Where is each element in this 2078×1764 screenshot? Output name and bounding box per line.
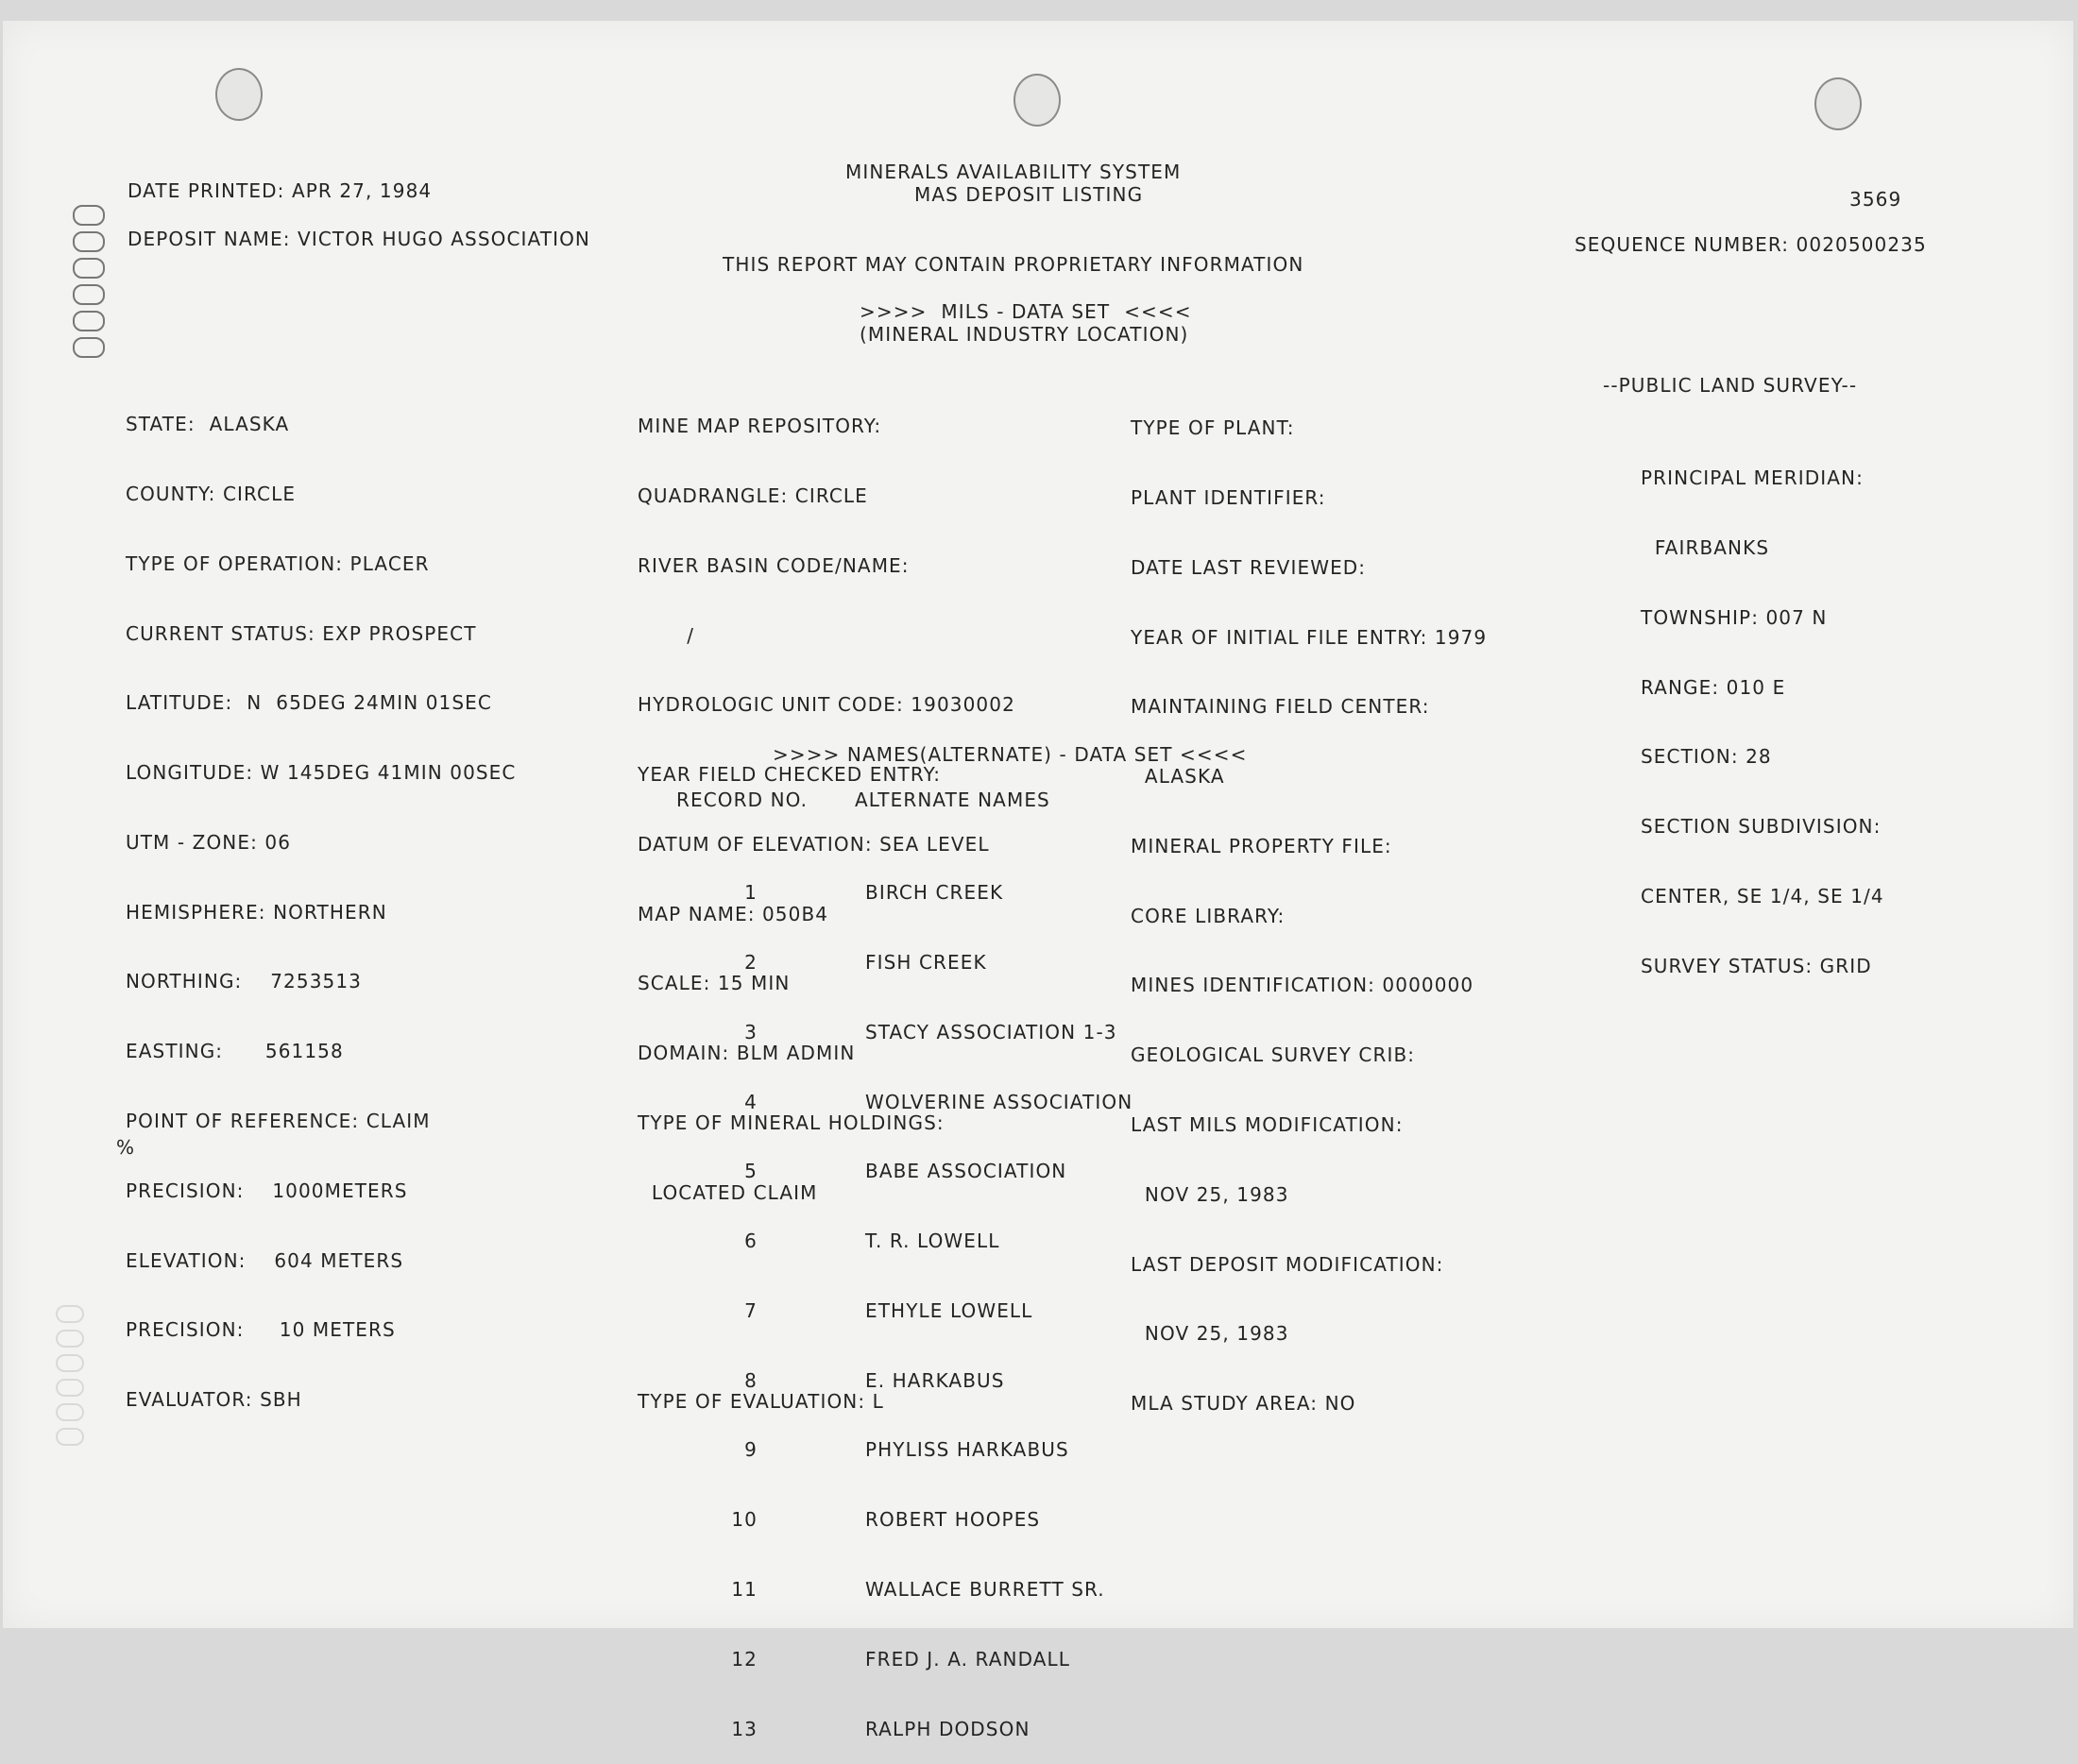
- alternate-name: STACY ASSOCIATION 1-3: [865, 1020, 1117, 1043]
- field-datum-of-elevation: DATUM OF ELEVATION: SEA LEVEL: [638, 832, 990, 856]
- field-hydrologic-unit-code: HYDROLOGIC UNIT CODE: 19030002: [638, 693, 1015, 717]
- field-township: TOWNSHIP: 007 N: [1641, 605, 1828, 629]
- header-record-no: RECORD NO.: [676, 789, 809, 811]
- record-numbers: [699, 835, 758, 1764]
- alternate-name: ETHYLE LOWELL: [865, 1298, 1033, 1322]
- record-no: 4: [744, 1090, 758, 1113]
- alternate-name: RALPH DODSON: [865, 1717, 1030, 1740]
- field-type-of-mineral-holdings: TYPE OF MINERAL HOLDINGS:: [638, 1111, 945, 1134]
- field-type-of-operation: TYPE OF OPERATION: PLACER: [126, 551, 430, 575]
- field-hemisphere: HEMISPHERE: NORTHERN: [126, 900, 387, 924]
- sequence-number: SEQUENCE NUMBER: 0020500235: [1575, 233, 1927, 256]
- field-plant-identifier: PLANT IDENTIFIER:: [1131, 485, 1326, 509]
- field-river-basin: RIVER BASIN CODE/NAME:: [638, 553, 910, 577]
- alternate-name: T. R. LOWELL: [865, 1230, 1000, 1253]
- field-section-subdivision: SECTION SUBDIVISION:: [1641, 815, 1882, 839]
- field-last-mils-date: NOV 25, 1983: [1131, 1182, 1289, 1206]
- alternate-name: PHYLISS HARKABUS: [865, 1438, 1069, 1462]
- alternate-name: E. HARKABUS: [865, 1368, 1005, 1392]
- alternate-name: WOLVERINE ASSOCIATION: [865, 1090, 1133, 1113]
- header-alternate-names: ALTERNATE NAMES: [855, 789, 1050, 811]
- alternate-name: FISH CREEK: [865, 950, 987, 974]
- field-mines-identification: MINES IDENTIFICATION: 0000000: [1131, 974, 1474, 997]
- punch-hole-right: [1814, 77, 1862, 130]
- field-map-name: MAP NAME: 050B4: [638, 902, 829, 925]
- public-land-survey-title: --PUBLIC LAND SURVEY--: [1603, 374, 1858, 397]
- punch-hole-left: [215, 68, 263, 121]
- mils-title: >>>> MILS - DATA SET <<<<: [860, 300, 1192, 323]
- field-latitude: LATITUDE: N 65DEG 24MIN 01SEC: [126, 691, 492, 715]
- field-current-status: CURRENT STATUS: EXP PROSPECT: [126, 621, 477, 645]
- proprietary-notice: THIS REPORT MAY CONTAIN PROPRIETARY INFORMATION: [723, 253, 1304, 276]
- column-plant: [1131, 370, 1487, 1438]
- alternate-name: ROBERT HOOPES: [865, 1508, 1041, 1532]
- field-maintaining-field-center: MAINTAINING FIELD CENTER:: [1131, 695, 1430, 719]
- field-geological-survey-crib: GEOLOGICAL SURVEY CRIB:: [1131, 1043, 1416, 1067]
- names-section-title: >>>> NAMES(ALTERNATE) - DATA SET <<<<: [773, 743, 1248, 766]
- page-number: 3569: [1849, 188, 1902, 211]
- field-last-deposit-date: NOV 25, 1983: [1131, 1322, 1289, 1346]
- field-easting: EASTING: 561158: [126, 1040, 344, 1063]
- field-principal-meridian: PRINCIPAL MERIDIAN:: [1641, 466, 1864, 490]
- listing-title: MAS DEPOSIT LISTING: [914, 183, 1144, 206]
- punch-hole-center: [1013, 74, 1061, 127]
- field-survey-status: SURVEY STATUS: GRID: [1641, 954, 1872, 977]
- record-no: 2: [744, 950, 758, 974]
- field-core-library: CORE LIBRARY:: [1131, 904, 1286, 927]
- field-mineral-property-file: MINERAL PROPERTY FILE:: [1131, 834, 1392, 857]
- field-state: STATE: ALASKA: [126, 413, 290, 436]
- field-mine-map-repository: MINE MAP REPOSITORY:: [638, 415, 882, 438]
- deposit-name: DEPOSIT NAME: VICTOR HUGO ASSOCIATION: [128, 228, 590, 250]
- field-precision-location: PRECISION: 1000METERS: [126, 1179, 408, 1202]
- column-location: [126, 366, 517, 1434]
- record-no: 3: [744, 1020, 758, 1043]
- tractor-feed-marks: [73, 205, 107, 364]
- field-last-deposit-modification: LAST DEPOSIT MODIFICATION:: [1131, 1252, 1444, 1276]
- footer-mark: %: [116, 1136, 136, 1159]
- field-subdivision-value: CENTER, SE 1/4, SE 1/4: [1641, 884, 1884, 907]
- field-section: SECTION: 28: [1641, 745, 1772, 769]
- field-meridian-value: FAIRBANKS: [1641, 535, 1770, 559]
- record-no: 7: [744, 1298, 758, 1322]
- field-mineral-holdings-value: LOCATED CLAIM: [638, 1180, 818, 1204]
- date-printed: DATE PRINTED: APR 27, 1984: [128, 179, 433, 202]
- field-point-of-reference: POINT OF REFERENCE: CLAIM: [126, 1110, 431, 1132]
- system-title: MINERALS AVAILABILITY SYSTEM: [845, 161, 1182, 183]
- alternate-name: FRED J. A. RANDALL: [865, 1647, 1070, 1671]
- field-county: COUNTY: CIRCLE: [126, 482, 297, 505]
- record-no: 5: [744, 1160, 758, 1183]
- record-no: 1: [744, 881, 758, 905]
- mils-subtitle: (MINERAL INDUSTRY LOCATION): [860, 323, 1189, 346]
- field-type-of-evaluation: TYPE OF EVALUATION: L: [638, 1390, 884, 1414]
- record-no: 9: [744, 1438, 758, 1462]
- field-mla-study-area: MLA STUDY AREA: NO: [1131, 1392, 1356, 1416]
- field-field-center-value: ALASKA: [1131, 765, 1225, 789]
- alternate-name: WALLACE BURRETT SR.: [865, 1578, 1105, 1601]
- field-evaluator: EVALUATOR: SBH: [126, 1388, 302, 1412]
- column-land-survey: [1641, 420, 1884, 1001]
- field-type-of-plant: TYPE OF PLANT:: [1131, 416, 1295, 440]
- record-no: 13: [731, 1717, 758, 1740]
- tractor-feed-marks-faint: [56, 1305, 84, 1452]
- alternate-name: BIRCH CREEK: [865, 881, 1004, 905]
- field-longitude: LONGITUDE: W 145DEG 41MIN 00SEC: [126, 761, 517, 785]
- record-no: 8: [744, 1368, 758, 1392]
- field-year-initial-entry: YEAR OF INITIAL FILE ENTRY: 1979: [1131, 625, 1488, 649]
- record-no: 12: [731, 1647, 758, 1671]
- field-elevation: ELEVATION: 604 METERS: [126, 1248, 404, 1272]
- field-domain: DOMAIN: BLM ADMIN: [638, 1042, 856, 1065]
- field-river-basin-value: /: [638, 623, 695, 647]
- field-precision-elevation: PRECISION: 10 METERS: [126, 1318, 396, 1342]
- field-utm-zone: UTM - ZONE: 06: [126, 830, 292, 854]
- field-scale: SCALE: 15 MIN: [638, 972, 791, 995]
- record-no: 6: [744, 1230, 758, 1253]
- field-quadrangle: QUADRANGLE: CIRCLE: [638, 483, 868, 507]
- field-year-field-checked: YEAR FIELD CHECKED ENTRY:: [638, 763, 942, 787]
- record-no: 10: [731, 1508, 758, 1532]
- field-date-last-reviewed: DATE LAST REVIEWED:: [1131, 555, 1367, 579]
- field-northing: NORTHING: 7253513: [126, 970, 362, 993]
- alternate-names-list: [865, 835, 1133, 1764]
- record-no: 11: [731, 1578, 758, 1601]
- field-last-mils-modification: LAST MILS MODIFICATION:: [1131, 1113, 1404, 1136]
- field-range: RANGE: 010 E: [1641, 675, 1786, 699]
- alternate-name: BABE ASSOCIATION: [865, 1160, 1067, 1183]
